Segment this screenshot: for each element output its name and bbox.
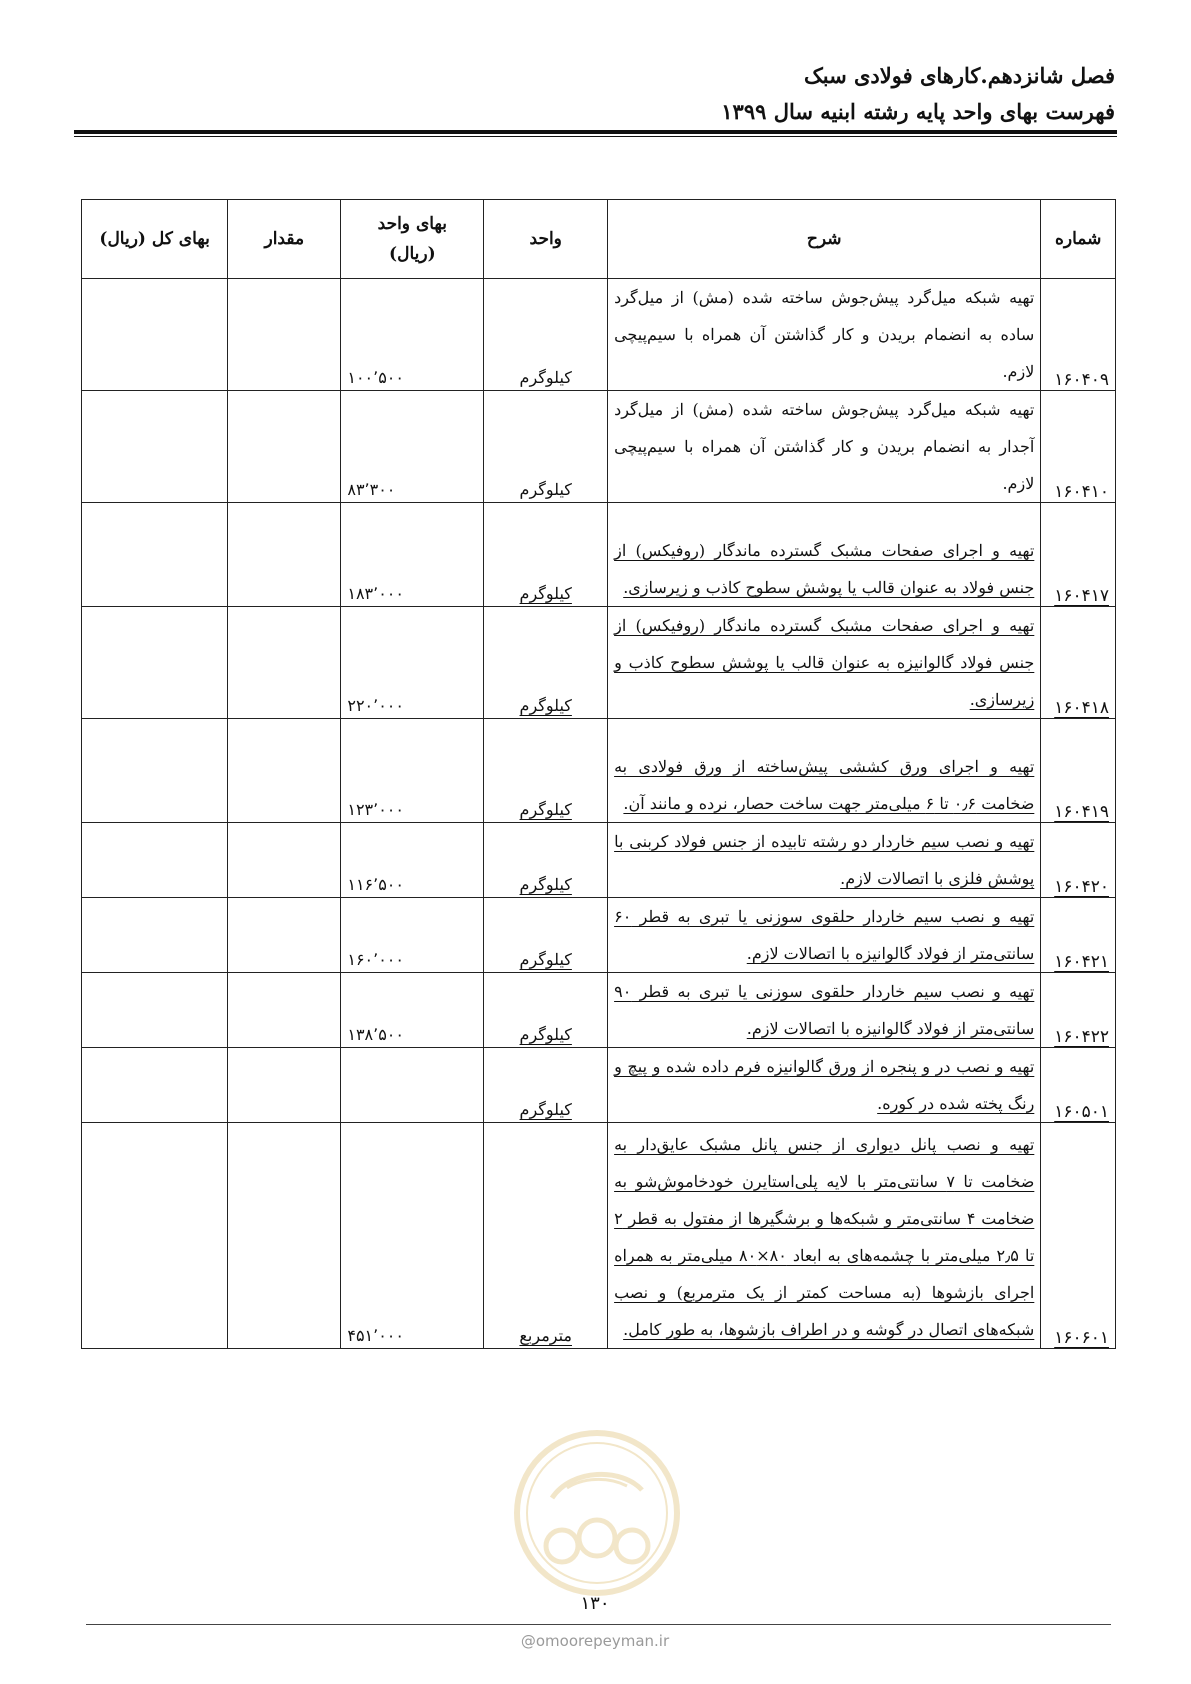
item-unit-text: مترمربع (519, 1326, 572, 1345)
item-unit-price-text: ۱۱۶٬۵۰۰ (347, 875, 404, 894)
item-unit (484, 503, 608, 607)
item-total-price (82, 503, 228, 607)
item-unit-text: کیلوگرم (519, 584, 572, 603)
website-link[interactable]: @omoorepeyman.ir (520, 1632, 670, 1650)
table-row (82, 607, 1116, 719)
item-code (1041, 1048, 1116, 1123)
table-row (82, 823, 1116, 898)
item-code-text: ۱۶۰۴۲۰ (1054, 877, 1109, 897)
item-code (1041, 898, 1116, 973)
item-unit-price (341, 823, 484, 898)
item-unit-text: کیلوگرم (519, 480, 572, 499)
item-quantity (228, 503, 341, 607)
item-unit-text: کیلوگرم (519, 696, 572, 715)
item-unit-price (341, 1048, 484, 1123)
item-code-text: ۱۶۰۴۱۹ (1054, 802, 1109, 822)
item-unit-text: کیلوگرم (519, 800, 572, 819)
item-unit (484, 823, 608, 898)
item-description-text: تهیه شبکه میل‌گرد پیش‌جوش ساخته شده (مش) از میل‌گرد آجدار به انضمام بریدن و کار گذاشتن آن همراه با سیم‌پیچی لازم. (614, 400, 1035, 493)
chapter-title: فصل شانزدهم.کارهای فولادی سبک (803, 63, 1115, 88)
item-description (608, 973, 1041, 1048)
table-header-row (82, 200, 1116, 279)
col-quantity: مقدار (228, 200, 341, 279)
item-description (608, 503, 1041, 607)
item-description-text: تهیه و نصب سیم خاردار حلقوی سوزنی یا تبری به قطر ۶۰ سانتی‌متر از فولاد گالوانیزه با اتصالات لازم. (614, 907, 1035, 963)
col-unit: واحد (484, 200, 608, 279)
table-row (82, 719, 1116, 823)
item-unit-price (341, 898, 484, 973)
item-code (1041, 823, 1116, 898)
item-unit-price-text: ۱۲۳٬۰۰۰ (347, 800, 404, 819)
item-total-price (82, 719, 228, 823)
item-description-text: تهیه و نصب پانل دیواری از جنس پانل مشبک عایق‌دار به ضخامت تا ۷ سانتی‌متر با لایه پلی‌استایرن خودخاموش‌شو به ضخامت ۴ سانتی‌متر و شبکه‌ها و برشگیرها از مفتول به قطر ۲ تا ۲٫۵ میلی‌متر با چشمه‌های به ابعاد ۸۰×۸۰ میلی‌متر به همراه اجرای بازشوها (به مساحت کمتر از یک مترمربع) و نصب شبکه‌های اتصال در گوشه و در اطراف بازشوها، به طور کامل. (614, 1135, 1035, 1339)
item-total-price (82, 823, 228, 898)
item-description (608, 823, 1041, 898)
item-unit-text: کیلوگرم (519, 950, 572, 969)
col-unit-price-currency: (ریال) (389, 244, 436, 264)
col-unit-price-label: بهای واحد (377, 214, 447, 234)
item-description-text: تهیه شبکه میل‌گرد پیش‌جوش ساخته شده (مش) از میل‌گرد ساده به انضمام بریدن و کار گذاشتن آن همراه با سیم‌پیچی لازم. (614, 288, 1035, 381)
page-header (75, 58, 1115, 130)
item-unit (484, 973, 608, 1048)
item-quantity (228, 973, 341, 1048)
item-quantity (228, 898, 341, 973)
item-unit (484, 607, 608, 719)
item-code-text: ۱۶۰۴۱۷ (1054, 586, 1109, 606)
table-row (82, 279, 1116, 391)
item-description-text: تهیه و اجرای ورق کششی پیش‌ساخته از ورق فولادی به ضخامت ۰٫۶ تا ۶ میلی‌متر جهت ساخت حصار، نرده و مانند آن. (614, 757, 1035, 813)
item-code-text: ۱۶۰۴۰۹ (1054, 370, 1109, 390)
item-total-price (82, 1123, 228, 1349)
item-code-text: ۱۶۰۴۱۰ (1054, 482, 1109, 502)
price-list-table (81, 199, 1116, 1349)
page-number: ۱۳۰ (580, 1593, 610, 1614)
item-unit (484, 279, 608, 391)
footer-rule (86, 1624, 1111, 1625)
item-quantity (228, 279, 341, 391)
item-unit-price (341, 279, 484, 391)
item-code (1041, 1123, 1116, 1349)
item-code (1041, 607, 1116, 719)
item-code-text: ۱۶۰۴۲۲ (1054, 1027, 1109, 1047)
item-unit (484, 1123, 608, 1349)
item-total-price (82, 898, 228, 973)
item-description-text: تهیه و اجرای صفحات مشبک گسترده ماندگار (روفیکس) از جنس فولاد به عنوان قالب یا پوشش سطوح کاذب و زیرسازی. (614, 541, 1035, 597)
item-code (1041, 719, 1116, 823)
item-description-text: تهیه و نصب سیم خاردار حلقوی سوزنی یا تبری به قطر ۹۰ سانتی‌متر از فولاد گالوانیزه با اتصالات لازم. (614, 982, 1035, 1038)
item-description-text: تهیه و نصب سیم خاردار دو رشته تابیده از جنس فولاد کربنی با پوشش فلزی با اتصالات لازم. (614, 832, 1035, 888)
item-code-text: ۱۶۰۶۰۱ (1054, 1328, 1109, 1348)
watermark-logo (512, 1428, 682, 1598)
table-row (82, 1123, 1116, 1349)
item-unit-price (341, 719, 484, 823)
item-unit (484, 391, 608, 503)
col-description: شرح (608, 200, 1041, 279)
table-row (82, 503, 1116, 607)
item-unit-price (341, 1123, 484, 1349)
item-unit-price-text: ۱۰۰٬۵۰۰ (347, 368, 404, 387)
item-code-text: ۱۶۰۴۱۸ (1054, 698, 1109, 718)
col-total-price: بهای کل (ریال) (82, 200, 228, 279)
col-unit-price (341, 200, 484, 279)
item-quantity (228, 391, 341, 503)
item-code-text: ۱۶۰۵۰۱ (1054, 1102, 1109, 1122)
item-code (1041, 391, 1116, 503)
item-description-text: تهیه و نصب در و پنجره از ورق گالوانیزه فرم داده شده و پیچ و رنگ پخته شده در کوره. (614, 1057, 1035, 1113)
item-quantity (228, 823, 341, 898)
item-unit-text: کیلوگرم (519, 368, 572, 387)
item-unit-price-text: ۱۳۸٬۵۰۰ (347, 1025, 404, 1044)
item-code (1041, 279, 1116, 391)
item-unit-price (341, 607, 484, 719)
item-unit-price (341, 973, 484, 1048)
item-quantity (228, 1048, 341, 1123)
table-row (82, 898, 1116, 973)
item-description-text: تهیه و اجرای صفحات مشبک گسترده ماندگار (روفیکس) از جنس فولاد گالوانیزه به عنوان قالب یا پوشش سطوح کاذب و زیرسازی. (614, 616, 1035, 709)
item-unit-text: کیلوگرم (519, 1025, 572, 1044)
item-quantity (228, 719, 341, 823)
item-description (608, 607, 1041, 719)
item-unit-price (341, 503, 484, 607)
item-description (608, 1123, 1041, 1349)
item-code-text: ۱۶۰۴۲۱ (1054, 952, 1109, 972)
item-total-price (82, 1048, 228, 1123)
document-title: فهرست بهای واحد پایه رشته ابنیه سال ۱۳۹۹ (721, 99, 1115, 124)
item-description (608, 898, 1041, 973)
table-row (82, 1048, 1116, 1123)
item-description (608, 1048, 1041, 1123)
item-description (608, 719, 1041, 823)
col-number: شماره (1041, 200, 1116, 279)
header-rule-thin (74, 136, 1117, 137)
item-unit-price-text: ۸۳٬۳۰۰ (347, 480, 396, 499)
item-quantity (228, 607, 341, 719)
item-unit-price (341, 391, 484, 503)
item-quantity (228, 1123, 341, 1349)
item-unit-price-text: ۱۶۰٬۰۰۰ (347, 950, 404, 969)
item-total-price (82, 391, 228, 503)
table-row (82, 391, 1116, 503)
item-total-price (82, 607, 228, 719)
item-code (1041, 503, 1116, 607)
item-code (1041, 973, 1116, 1048)
item-unit-text: کیلوگرم (519, 1100, 572, 1119)
item-unit-price-text: ۲۲۰٬۰۰۰ (347, 696, 404, 715)
table-row (82, 973, 1116, 1048)
item-description (608, 391, 1041, 503)
header-rule-thick (74, 130, 1117, 134)
item-unit (484, 1048, 608, 1123)
item-description (608, 279, 1041, 391)
item-unit-price-text: ۱۸۳٬۰۰۰ (347, 584, 404, 603)
item-unit (484, 719, 608, 823)
item-unit (484, 898, 608, 973)
item-total-price (82, 973, 228, 1048)
item-unit-text: کیلوگرم (519, 875, 572, 894)
item-total-price (82, 279, 228, 391)
item-unit-price-text: ۴۵۱٬۰۰۰ (347, 1326, 404, 1345)
